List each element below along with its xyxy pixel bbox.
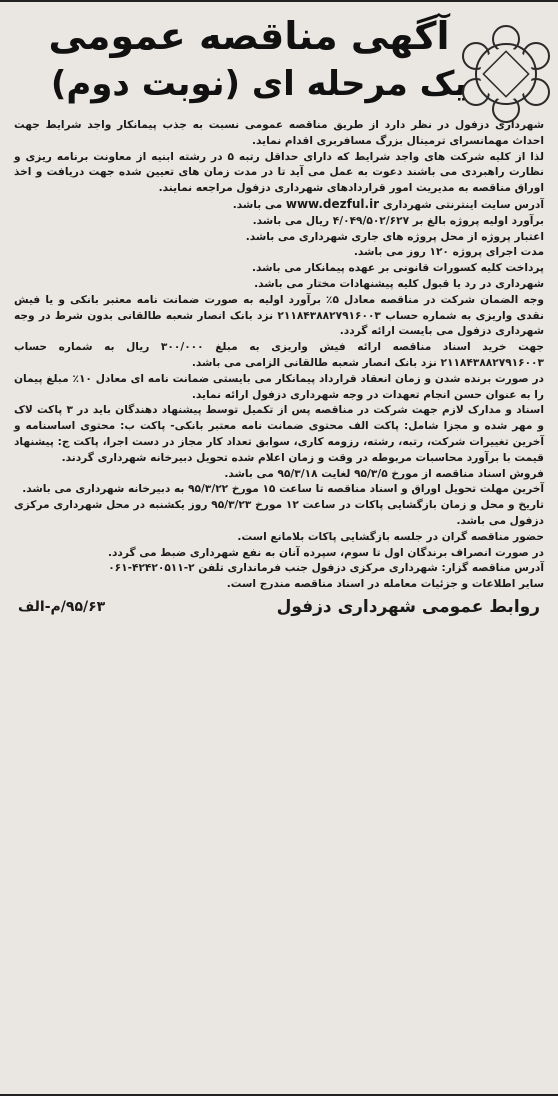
website-suffix: می باشد. (232, 198, 283, 211)
item-forfeit: در صورت انصراف برندگان اول تا سوم، سپرده آنان به نفع شهرداری ضبط می گردد. (107, 546, 544, 559)
advertisement-body (14, 118, 544, 593)
item-other-info: سایر اطلاعات و جزئیات معامله در اسناد مناقصه مندرج است. (226, 578, 544, 591)
intro-paragraph-1: شهرداری دزفول در نظر دارد از طریق مناقصه عمومی نسبت به جذب پیمانکار واجد شرایط جهت احداث مهمانسرای ترمینال بزرگ مسافربری اقدام نماید. (14, 119, 544, 147)
title-line-2: یک مرحله ای (نوبت دوم) (50, 64, 468, 104)
item-discretion: شهرداری در رد یا قبول کلیه پیشنهادات مختار می باشد. (254, 277, 544, 290)
website-link[interactable]: www.dezful.ir (285, 196, 380, 211)
item-address: آدرس مناقصه گزار: شهرداری مرکزی دزفول جنب فرمانداری تلفن ۲-۴۲۴۲۰۵۱۱-۰۶۱ (108, 562, 544, 575)
footer-organization: روابط عمومی شهرداری دزفول (276, 596, 540, 617)
item-estimate: برآورد اولیه پروژه بالغ بر ۴/۰۴۹/۵۰۲/۶۲۷ ریال می باشد. (252, 214, 544, 227)
item-duration: مدت اجرای پروژه ۱۲۰ روز می باشد. (353, 246, 544, 259)
item-performance-bond: در صورت برنده شدن و زمان انعقاد قرارداد پیمانکار می بایستی ضمانت نامه ای معادل ۱۰٪ مبلغ پیمان را به عنوان حسن انجام تعهدات در وجه شهرداری دزفول ارائه نماید. (14, 372, 544, 401)
footer (14, 597, 544, 617)
item-document-purchase: جهت خرید اسناد مناقصه ارائه فیش واریزی به مبلغ ۳۰۰/۰۰۰ ریال به شماره حساب ۲۱۱۸۴۳۸۸۲۷۹۱۶۰۰۳ نزد بانک انصار شعبه طالقانی الزامی می باشد. (14, 341, 544, 369)
item-deadline: آخرین مهلت تحویل اوراق و اسناد مناقصه تا ساعت ۱۵ مورخ ۹۵/۳/۲۲ به دبیرخانه شهرداری می باشد. (22, 483, 544, 496)
item-budget-source: اعتبار پروژه از محل پروژه های جاری شهرداری می باشد. (245, 230, 544, 243)
item-guarantee: وجه الضمان شرکت در مناقصه معادل ۵٪ برآورد اولیه به صورت ضمانت نامه معتبر بانکی و یا فیش نقدی واریزی به شماره حساب ۲۱۱۸۴۳۸۸۲۷۹۱۶۰۰۳ نزد بانک انصار شعبه طالقانی بدون شرط در وجه شهرداری دزفول می بایست ارائه گردد. (14, 293, 545, 338)
intro-paragraph-2: لذا از کلیه شرکت های واجد شرایط که دارای حداقل رتبه ۵ در رشته ابنیه از معاونت برنامه ریزی و نظارت راهبردی می باشند دعوت به عمل می آید تا در مدت زمان های تعیین شده جهت دریافت و اخذ اوراق مناقصه به مدیریت امور قراردادهای شهرداری دزفول مراجعه نمایند. (14, 150, 544, 195)
website-prefix: آدرس سایت اینترنتی شهرداری (382, 198, 544, 211)
title-line-1: آگهی مناقصه عمومی (48, 14, 450, 58)
footer-code: ۹۵/۶۳/م-الف (18, 598, 106, 615)
website-line (14, 197, 544, 214)
item-envelopes: اسناد و مدارک لازم جهت شرکت در مناقصه پس از تکمیل توسط پیشنهاد دهندگان باید در ۳ پاکت لاک و مهر شده و مجزا شامل: پاکت الف محتوی ضمانت نامه معتبر بانکی- پاکت ب: محتوی اساسنامه و آخرین تغییرات شرکت، رتبه، رشته، رزومه کاری، سوابق تعداد کار مجاز در دست اجرا، پاکت ج: پیشنهاد قیمت با برآورد محاسبات مربوطه در وقت و زمان اعلام شده تحویل دبیرخانه شهرداری گردند. (14, 404, 544, 464)
dezful-municipality-seal-icon (462, 14, 550, 134)
item-deductions: پرداخت کلیه کسورات قانونی بر عهده پیمانکار می باشد. (252, 262, 544, 275)
top-border (0, 0, 558, 2)
item-sale-dates: فروش اسناد مناقصه از مورخ ۹۵/۳/۵ لغایت ۹۵/۳/۱۸ می باشد. (224, 467, 544, 480)
item-opening: تاریخ و محل و زمان بازگشایی پاکات در ساعت ۱۲ مورخ ۹۵/۳/۲۳ روز یکشنبه در محل شهرداری مرکزی دزفول می باشد. (14, 499, 545, 527)
item-attendance: حضور مناقصه گران در جلسه بازگشایی پاکات بلامانع است. (237, 530, 544, 543)
